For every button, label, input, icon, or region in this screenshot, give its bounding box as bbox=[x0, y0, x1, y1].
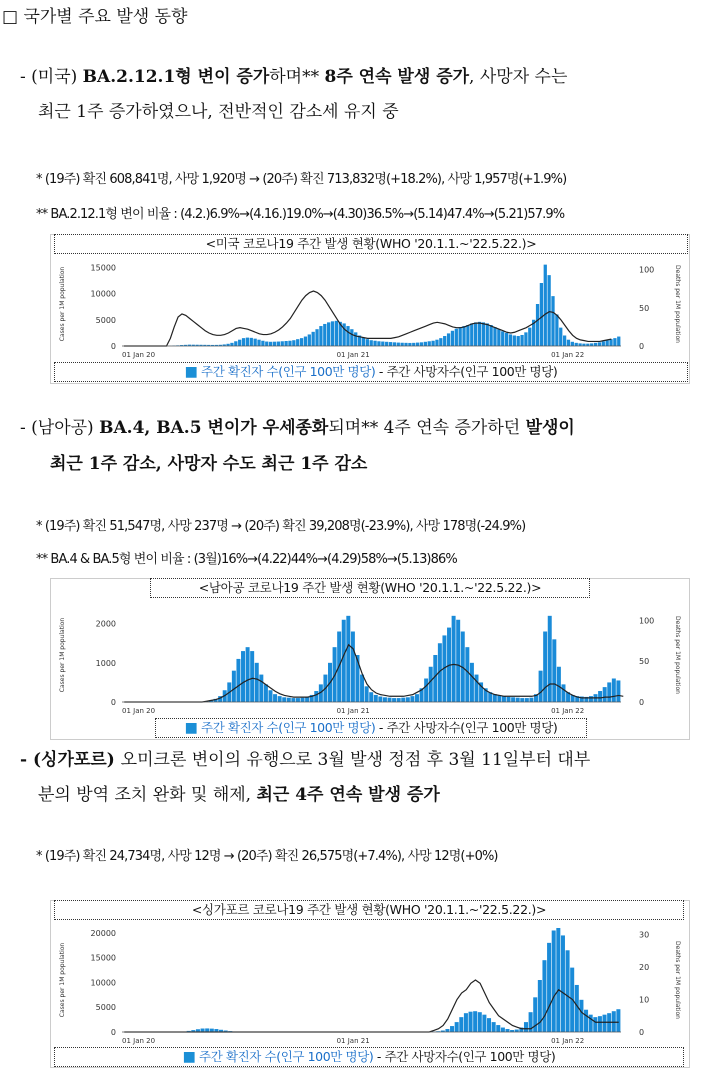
cases-bar bbox=[389, 342, 392, 346]
sa-paragraph-line2: 최근 1주 감소, 사망자 수도 최근 1주 감소 bbox=[50, 454, 368, 474]
x-tick-label: 01 Jan 21 bbox=[336, 707, 370, 715]
cases-bar bbox=[520, 698, 524, 702]
cases-bar bbox=[392, 698, 396, 702]
cases-bar bbox=[351, 632, 355, 703]
cases-bar bbox=[542, 960, 546, 1032]
sg-chart bbox=[52, 920, 686, 1048]
cases-bar bbox=[496, 1025, 500, 1032]
cases-bar bbox=[278, 696, 282, 702]
cases-bar bbox=[556, 928, 560, 1032]
cases-bar bbox=[559, 328, 562, 346]
sa-chart bbox=[52, 600, 686, 718]
cases-bar bbox=[314, 691, 318, 702]
cases-bar bbox=[327, 322, 330, 346]
cases-bar bbox=[551, 296, 554, 346]
cases-bar bbox=[552, 639, 556, 702]
us-chart bbox=[52, 254, 686, 362]
cases-bar bbox=[439, 338, 442, 346]
cases-bar bbox=[525, 698, 529, 702]
x-tick-label: 01 Jan 22 bbox=[551, 1037, 585, 1045]
cases-bar bbox=[456, 620, 460, 702]
cases-bar bbox=[415, 694, 419, 702]
cases-bar bbox=[401, 698, 405, 702]
us-paragraph-line1: - (미국) BA.2.12.1형 변이 증가하며** 8주 연속 발생 증가, 사망자 수는 bbox=[20, 67, 568, 87]
cases-bar bbox=[493, 327, 496, 346]
cases-bar bbox=[613, 338, 616, 346]
y-tick-label: 0 bbox=[110, 342, 116, 351]
cases-bar bbox=[497, 695, 501, 702]
cases-bar bbox=[257, 340, 260, 346]
cases-bar bbox=[470, 323, 473, 346]
cases-bar bbox=[482, 322, 485, 346]
cases-bar bbox=[451, 331, 454, 346]
y2-tick-label: 50 bbox=[639, 657, 650, 667]
cases-bar bbox=[259, 675, 263, 702]
cases-bar bbox=[603, 1015, 607, 1032]
cases-bar bbox=[369, 692, 373, 702]
cases-bar bbox=[579, 1000, 583, 1032]
cases-bar bbox=[543, 632, 547, 703]
cases-bar bbox=[435, 340, 438, 346]
cases-bar bbox=[566, 950, 570, 1032]
cases-bar bbox=[528, 328, 531, 346]
cases-bar bbox=[516, 698, 520, 702]
cases-bar bbox=[517, 336, 520, 346]
y2-tick-label: 0 bbox=[639, 1028, 645, 1037]
y-axis-label: Cases per 1M population bbox=[59, 266, 66, 342]
cases-bar bbox=[269, 342, 272, 346]
cases-bar bbox=[505, 333, 508, 346]
cases-bar bbox=[416, 343, 419, 346]
sg-chart-legend: ■ 주간 확진자 수(인구 100만 명당) - 주간 사망자수(인구 100만 명당) bbox=[54, 1047, 684, 1067]
cases-bar bbox=[501, 1028, 505, 1032]
sa-note-1: * (19주) 확진 51,547명, 사망 237명 → (20주) 확진 39,208명(-23.9%), 사망 178명(-24.9%) bbox=[36, 519, 526, 534]
y-tick-label: 15000 bbox=[90, 953, 116, 963]
cases-bar bbox=[561, 684, 565, 702]
cases-bar bbox=[474, 322, 477, 346]
x-tick-label: 01 Jan 22 bbox=[551, 351, 585, 359]
cases-bar bbox=[312, 332, 315, 346]
cases-bar bbox=[529, 698, 533, 702]
cases-bar bbox=[594, 343, 597, 346]
cases-bar bbox=[292, 340, 295, 346]
cases-bar bbox=[501, 331, 504, 346]
cases-bar bbox=[397, 698, 401, 702]
x-tick-label: 01 Jan 20 bbox=[122, 1037, 156, 1045]
y2-tick-label: 10 bbox=[639, 995, 650, 1005]
cases-bar bbox=[282, 697, 286, 702]
cases-bar bbox=[393, 342, 396, 346]
cases-bar bbox=[250, 651, 254, 702]
cases-bar bbox=[291, 698, 295, 702]
cases-bar bbox=[548, 275, 551, 346]
sa-chart-title: <남아공 코로나19 주간 발생 현황(WHO '20.1.1.~'22.5.22.)> bbox=[150, 578, 590, 598]
cases-bar bbox=[497, 329, 500, 346]
sa-paragraph-line1: - (남아공) BA.4, BA.5 변이가 우세종화되며** 4주 연속 증가하던 발생이 bbox=[20, 418, 575, 438]
cases-bar bbox=[255, 663, 259, 702]
cases-bar bbox=[465, 647, 469, 702]
cases-bar bbox=[420, 342, 423, 346]
y2-tick-label: 100 bbox=[639, 265, 655, 275]
us-chart-legend: ■ 주간 확진자 수(인구 100만 명당) - 주간 사망자수(인구 100만 명당) bbox=[54, 362, 688, 382]
cases-bar bbox=[385, 342, 388, 346]
y-tick-label: 0 bbox=[110, 1028, 116, 1037]
cases-bar bbox=[509, 334, 512, 346]
y-tick-label: 5000 bbox=[95, 315, 116, 325]
cases-bar bbox=[575, 343, 578, 346]
cases-bar bbox=[287, 698, 291, 702]
cases-bar bbox=[589, 696, 593, 702]
cases-bar bbox=[335, 321, 338, 346]
cases-bar bbox=[350, 329, 353, 346]
sg-chart-title: <싱가포르 코로나19 주간 발생 현황(WHO '20.1.1.~'22.5.22.)> bbox=[54, 900, 684, 920]
us-chart-title: <미국 코로나19 주간 발생 현황(WHO '20.1.1.~'22.5.22.)> bbox=[54, 234, 688, 254]
cases-bar bbox=[234, 341, 237, 346]
y2-axis-label: Deaths per 1M population bbox=[674, 265, 681, 343]
cases-bar bbox=[304, 337, 307, 346]
cases-bar bbox=[242, 338, 245, 346]
y-tick-label: 0 bbox=[110, 698, 116, 707]
y-axis-label: Cases per 1M population bbox=[59, 617, 66, 693]
sg-paragraph-line1: - (싱가포르) 오미크론 변이의 유행으로 3월 발생 정점 후 3월 11일부터 대부 bbox=[20, 750, 591, 770]
cases-bar bbox=[482, 1015, 486, 1032]
cases-bar bbox=[377, 341, 380, 346]
cases-bar bbox=[609, 339, 612, 346]
cases-bar bbox=[464, 1013, 468, 1032]
cases-bar bbox=[552, 930, 556, 1032]
cases-bar bbox=[459, 1017, 463, 1032]
cases-bar bbox=[598, 342, 601, 346]
us-paragraph-line2: 최근 1주 증가하였으나, 전반적인 감소세 유지 중 bbox=[38, 102, 399, 122]
sg-paragraph-line2: 분의 방역 조치 완화 및 해제, 최근 4주 연속 발생 증가 bbox=[38, 785, 440, 805]
cases-bar bbox=[241, 651, 245, 702]
cases-bar bbox=[277, 342, 280, 346]
us-note-1: * (19주) 확진 608,841명, 사망 1,920명 → (20주) 확진 713,832명(+18.2%), 사망 1,957명(+1.9%) bbox=[36, 172, 567, 187]
cases-bar bbox=[466, 325, 469, 346]
cases-bar bbox=[346, 616, 350, 702]
cases-bar bbox=[373, 341, 376, 346]
y-axis-label: Cases per 1M population bbox=[59, 942, 66, 1018]
cases-bar bbox=[401, 343, 404, 346]
cases-bar bbox=[511, 697, 515, 702]
y-tick-label: 2000 bbox=[95, 619, 116, 629]
cases-bar bbox=[261, 341, 264, 346]
y2-tick-label: 100 bbox=[639, 616, 655, 626]
cases-bar bbox=[374, 695, 378, 702]
cases-bar bbox=[524, 332, 527, 346]
cases-bar bbox=[273, 342, 276, 346]
x-tick-label: 01 Jan 21 bbox=[336, 1037, 370, 1045]
y-tick-label: 20000 bbox=[90, 928, 116, 938]
cases-bar bbox=[470, 663, 474, 702]
cases-bar bbox=[598, 1016, 602, 1032]
x-tick-label: 01 Jan 21 bbox=[336, 351, 370, 359]
cases-bar bbox=[410, 696, 414, 702]
cases-bar bbox=[424, 342, 427, 346]
cases-bar bbox=[455, 1022, 459, 1032]
cases-bar bbox=[238, 340, 241, 346]
cases-bar bbox=[536, 304, 539, 346]
cases-bar bbox=[593, 1017, 597, 1032]
cases-bar bbox=[230, 343, 233, 346]
cases-bar bbox=[408, 343, 411, 346]
cases-bar bbox=[308, 334, 311, 346]
sg-note-1: * (19주) 확진 24,734명, 사망 12명 → (20주) 확진 26,575명(+7.4%), 사망 12명(+0%) bbox=[36, 849, 498, 864]
us-note-2: ** BA.2.12.1형 변이 비율 : (4.2.)6.9%→(4.16.)19.0%→(4.30)36.5%→(5.14)47.4%→(5.21)57.9% bbox=[36, 207, 565, 222]
cases-bar bbox=[331, 321, 334, 346]
cases-bar bbox=[539, 671, 543, 702]
cases-bar bbox=[487, 1018, 491, 1032]
cases-bar bbox=[571, 342, 574, 346]
cases-bar bbox=[612, 679, 616, 703]
cases-bar bbox=[412, 343, 415, 346]
cases-bar bbox=[378, 697, 382, 702]
cases-bar bbox=[524, 1022, 528, 1032]
cases-bar bbox=[505, 1029, 509, 1032]
cases-bar bbox=[428, 341, 431, 346]
cases-bar bbox=[617, 337, 620, 346]
cases-bar bbox=[288, 341, 291, 346]
cases-bar bbox=[388, 698, 392, 702]
cases-bar bbox=[450, 1026, 454, 1032]
cases-bar bbox=[486, 323, 489, 346]
cases-bar bbox=[492, 1022, 496, 1032]
sa-chart-legend: ■ 주간 확진자 수(인구 100만 명당) - 주간 사망자수(인구 100만 명당) bbox=[155, 718, 587, 738]
cases-bar bbox=[406, 697, 410, 702]
cases-bar bbox=[342, 620, 346, 702]
cases-bar bbox=[489, 325, 492, 346]
cases-bar bbox=[603, 687, 607, 702]
cases-bar bbox=[520, 335, 523, 346]
cases-bar bbox=[455, 329, 458, 346]
y2-axis-label: Deaths per 1M population bbox=[674, 616, 681, 694]
cases-bar bbox=[354, 332, 357, 346]
cases-bar bbox=[452, 616, 456, 702]
cases-bar bbox=[607, 682, 611, 702]
cases-bar bbox=[547, 943, 551, 1032]
y-tick-label: 5000 bbox=[95, 1003, 116, 1013]
cases-bar bbox=[254, 339, 257, 346]
cases-bar bbox=[555, 315, 558, 347]
cases-bar bbox=[424, 679, 428, 703]
cases-bar bbox=[264, 684, 268, 702]
cases-bar bbox=[478, 1012, 482, 1032]
cases-bar bbox=[616, 680, 620, 702]
cases-bar bbox=[548, 616, 552, 702]
y-tick-label: 10000 bbox=[90, 978, 116, 988]
cases-bar bbox=[602, 341, 605, 346]
cases-bar bbox=[538, 980, 542, 1032]
cases-bar bbox=[616, 1009, 620, 1032]
cases-bar bbox=[284, 341, 287, 346]
cases-bar bbox=[319, 326, 322, 346]
x-tick-label: 01 Jan 22 bbox=[551, 707, 585, 715]
cases-bar bbox=[265, 342, 268, 346]
cases-bar bbox=[246, 338, 249, 346]
cases-bar bbox=[300, 338, 303, 346]
cases-bar bbox=[381, 342, 384, 346]
cases-bar bbox=[563, 336, 566, 347]
cases-bar bbox=[315, 329, 318, 346]
sa-note-2: ** BA.4 & BA.5형 변이 비율 : (3월)16%→(4.22)44%→(4.29)58%→(5.13)86% bbox=[36, 552, 457, 567]
cases-bar bbox=[445, 1029, 449, 1032]
y-tick-label: 15000 bbox=[90, 263, 116, 273]
section-heading: □ 국가별 주요 발생 동향 bbox=[2, 7, 188, 27]
cases-bar bbox=[612, 1011, 616, 1032]
cases-bar bbox=[598, 691, 602, 702]
cases-bar bbox=[540, 283, 543, 346]
y2-axis-label: Deaths per 1M population bbox=[674, 941, 681, 1019]
cases-bar bbox=[236, 659, 240, 702]
cases-bar bbox=[232, 671, 236, 702]
cases-bar bbox=[561, 935, 565, 1032]
cases-bar bbox=[273, 694, 277, 702]
x-tick-label: 01 Jan 20 bbox=[122, 351, 156, 359]
x-tick-label: 01 Jan 20 bbox=[122, 707, 156, 715]
cases-bar bbox=[584, 1010, 588, 1032]
cases-bar bbox=[404, 343, 407, 346]
cases-bar bbox=[473, 1011, 477, 1032]
y2-tick-label: 0 bbox=[639, 698, 645, 707]
cases-bar bbox=[296, 698, 300, 702]
cases-bar bbox=[447, 333, 450, 346]
cases-bar bbox=[296, 339, 299, 346]
cases-bar bbox=[360, 675, 364, 702]
cases-bar bbox=[362, 338, 365, 346]
cases-bar bbox=[383, 697, 387, 702]
y2-tick-label: 20 bbox=[639, 963, 650, 972]
cases-bar bbox=[507, 697, 511, 702]
cases-bar bbox=[323, 324, 326, 346]
cases-bar bbox=[567, 340, 570, 346]
cases-bar bbox=[250, 338, 253, 346]
y2-tick-label: 30 bbox=[639, 930, 650, 940]
cases-bar bbox=[513, 336, 516, 347]
cases-bar bbox=[366, 339, 369, 346]
cases-bar bbox=[443, 336, 446, 346]
cases-bar bbox=[370, 340, 373, 346]
cases-bar bbox=[301, 698, 305, 702]
cases-bar bbox=[544, 265, 547, 346]
cases-bar bbox=[346, 326, 349, 346]
cases-bar bbox=[429, 667, 433, 702]
cases-bar bbox=[397, 343, 400, 346]
cases-bar bbox=[478, 322, 481, 346]
cases-bar bbox=[475, 675, 479, 702]
cases-bar bbox=[469, 1012, 473, 1032]
y-tick-label: 1000 bbox=[95, 658, 116, 668]
cases-bar bbox=[557, 667, 561, 702]
cases-bar bbox=[269, 690, 273, 702]
cases-bar bbox=[606, 340, 609, 346]
cases-bar bbox=[246, 647, 250, 702]
cases-bar bbox=[365, 686, 369, 702]
cases-bar bbox=[462, 326, 465, 346]
y2-tick-label: 50 bbox=[639, 303, 650, 313]
cases-bar bbox=[459, 327, 462, 346]
y2-tick-label: 0 bbox=[639, 342, 645, 351]
cases-bar bbox=[502, 696, 506, 702]
cases-bar bbox=[431, 341, 434, 346]
y-tick-label: 10000 bbox=[90, 289, 116, 299]
cases-bar bbox=[281, 341, 284, 346]
